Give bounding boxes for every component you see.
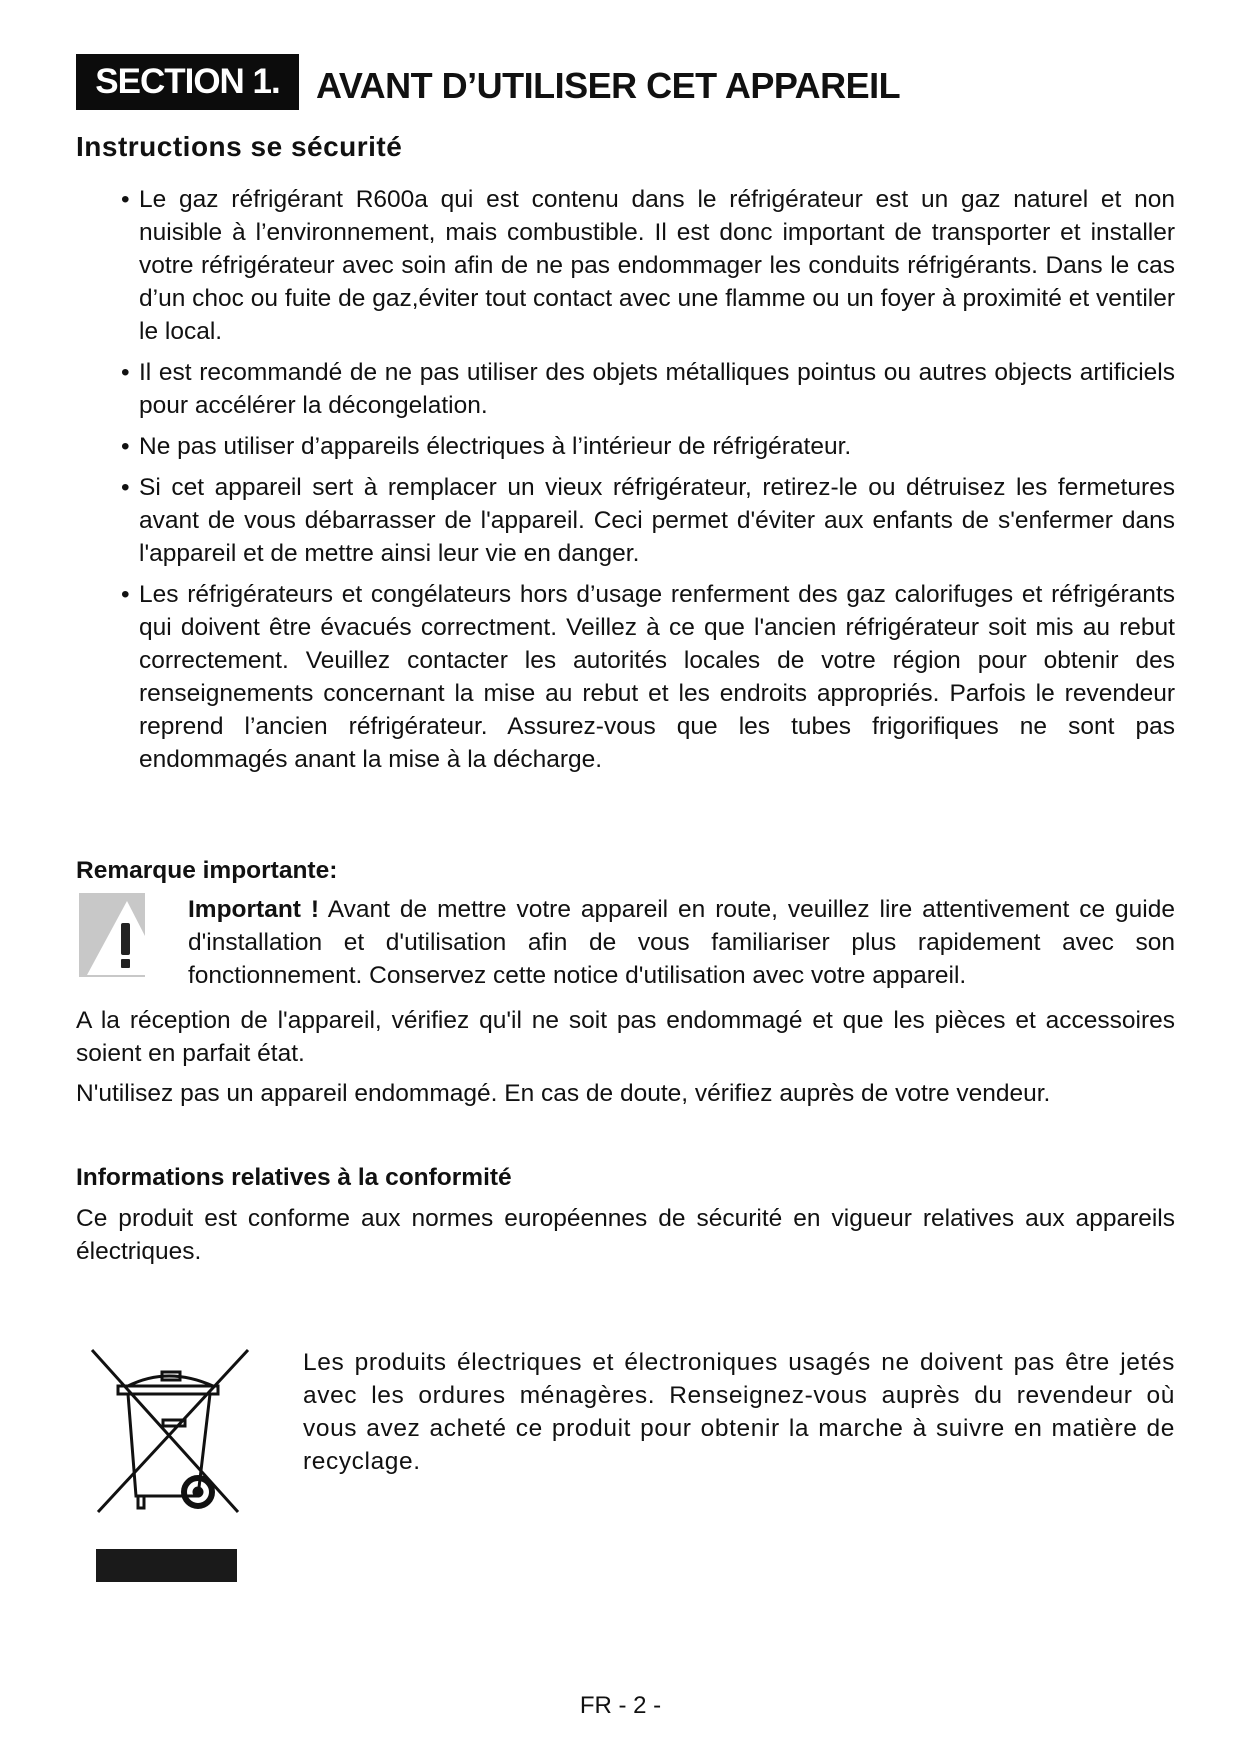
safety-bullet-list [121,183,1175,784]
remarque-heading: Remarque importante: [76,857,338,884]
important-note [188,893,1175,992]
bullet-marker: • [121,186,130,213]
bullet-text: Si cet appareil sert à remplacer un vieux réfrigérateur, retirez-le ou détruisez les fermetures avant de vous débarrasser de l'appareil. Ceci permet d'éviter aux enfants de s'enfermer dans l'appareil et de mettre ainsi leur vie en danger. [139,474,1175,567]
warning-icon [79,893,165,977]
important-label: Important ! [188,896,320,923]
bullet-marker: • [121,433,130,460]
damaged-appliance-text: N'utilisez pas un appareil endommagé. En cas de doute, vérifiez auprès de votre vendeur. [76,1080,1051,1107]
conformity-text: Ce produit est conforme aux normes européennes de sécurité en vigueur relatives aux appareils électriques. [76,1205,1175,1265]
bullet-item [121,183,1175,348]
bullet-text: Ne pas utiliser d’appareils électriques à l’intérieur de réfrigérateur. [139,433,852,460]
bullet-item [121,356,1175,422]
weee-text: Les produits électriques et électroniques usagés ne doivent pas être jetés avec les ordures ménagères. Renseignez-vous auprès du revendeur où vous avez acheté ce produit pour obtenir la marche à suivre en matière de recyclage. [303,1349,1175,1475]
bullet-marker: • [121,474,130,501]
bullet-marker: • [121,581,130,608]
bullet-text: Le gaz réfrigérant R600a qui est contenu dans le réfrigérateur est un gaz naturel et non nuisible à l’environnement, mais combustible. Il est donc important de transporter et installer votre réfrigérateur avec soin afin de ne pas endommager les conduits réfrigérants. Dans le cas d’un choc ou fuite de gaz,éviter tout contact avec une flamme ou un foyer à proximité et ventiler le local. [139,186,1175,345]
bullet-text: Il est recommandé de ne pas utiliser des objets métalliques pointus ou autres objects artificiels pour accélérer la décongelation. [139,359,1175,419]
important-text: Avant de mettre votre appareil en route, veuillez lire attentivement ce guide d'installation et d'utilisation afin de vous familiariser plus rapidement avec son fonctionnement. Conservez cette notice d'utilisation avec votre appareil. [188,896,1176,989]
section-label: SECTION 1. [76,54,299,110]
reception-text: A la réception de l'appareil, vérifiez qu'il ne soit pas endommagé et que les pièces et accessoires soient en parfait état. [76,1007,1175,1067]
bullet-item [121,471,1175,570]
weee-black-bar [96,1549,237,1582]
bullet-item [121,578,1175,776]
section-title: AVANT D’UTILISER CET APPAREIL [316,65,901,106]
bullet-marker: • [121,359,130,386]
bullet-text: Les réfrigérateurs et congélateurs hors d’usage renferment des gaz calorifuges et réfrigérants qui doivent être évacués correctment. Veillez à ce que l'ancien réfrigérateur soit mis au rebut correctement. Veuillez contacter les autorités locales de votre région pour obtenir des renseignements concernant la mise au rebut et les endroits appropriés. Parfois le revendeur reprend l’ancien réfrigérateur. Assurez-vous que les tubes frigorifiques ne sont pas endommagés anant la mise à la décharge. [139,581,1175,773]
page-number: FR - 2 - [579,1692,662,1719]
bullet-item [121,430,1175,463]
crossed-out-bin-icon [88,1346,252,1516]
conformity-heading: Informations relatives à la conformité [76,1164,512,1191]
safety-subheading: Instructions se sécurité [76,131,403,162]
